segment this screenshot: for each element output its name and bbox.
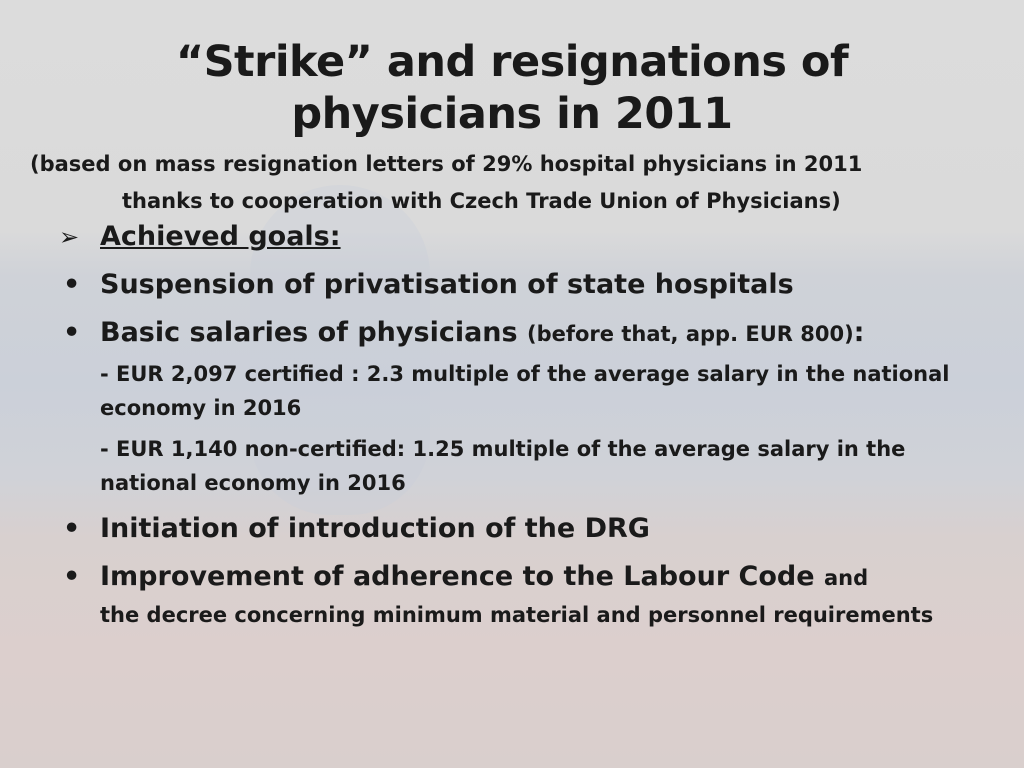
bullet-list [55,218,955,634]
round-bullet-icon: • [63,269,81,300]
salary-subitem-non-certified [55,432,955,500]
slide-title-line1: “Strike” and resignations of [175,37,849,87]
slide-subtitle-line1: (based on mass resignation letters of 29% hospital physicians in 2011 [30,152,863,176]
bullet-item-privatisation [55,266,955,304]
bullet-text: Basic salaries of physicians [100,317,518,348]
slide-title-line2: physicians in 2011 [291,89,733,139]
subitem-text: - EUR 1,140 non-certified: 1.25 multiple of the average salary in the national economy in 2016 [100,437,906,495]
round-bullet-icon: • [63,513,81,544]
salary-subitem-certified [55,357,955,425]
slide-subtitle-line2: thanks to cooperation with Czech Trade Union of Physicians) [122,189,841,213]
round-bullet-icon: • [63,317,81,348]
bullet-text: Improvement of adherence to the Labour Code [100,561,815,592]
slide-subtitle [30,146,970,220]
bullet-note: (before that, app. EUR 800) [527,322,854,346]
bullet-text: Suspension of privatisation of state hospitals [100,269,794,300]
arrowhead-bullet-icon: ➢ [59,223,80,251]
bullet-item-salaries [55,314,955,353]
bullet-suffix: : [853,317,865,348]
achieved-goals-label: Achieved goals: [100,221,341,252]
subitem-text: - EUR 2,097 certified : 2.3 multiple of the average salary in the national economy in 2016 [100,362,950,420]
round-bullet-icon: • [63,561,81,592]
achieved-goals-heading [55,218,955,256]
bullet-item-drg [55,510,955,548]
bullet-continuation: the decree concerning minimum material and personnel requirements [100,603,934,627]
slide-title [0,36,1024,140]
bullet-tail: and [823,566,869,590]
bullet-text: Initiation of introduction of the DRG [100,513,650,544]
bullet-item-labour-code [55,558,955,634]
